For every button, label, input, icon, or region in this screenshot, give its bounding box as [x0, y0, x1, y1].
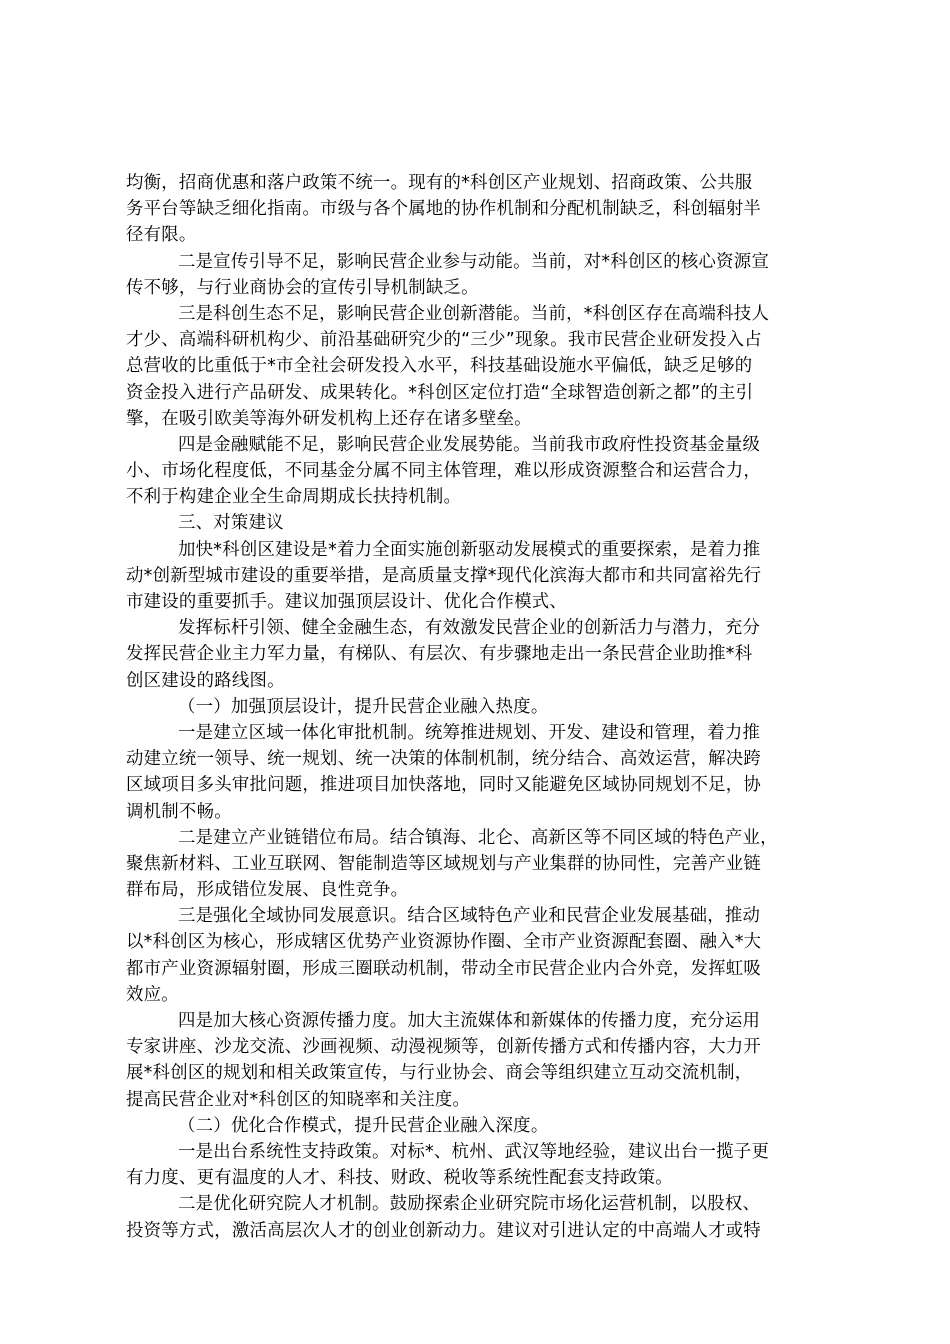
text-line: 资金投入进行产品研发、成果转化。*科创区定位打造“全球智造创新之都”的主引 [126, 382, 754, 403]
text-line: 务平台等缺乏细化指南。市级与各个属地的协作机制和分配机制缺乏，科创辐射半 [126, 199, 762, 220]
text-line: 三是科创生态不足，影响民营企业创新潜能。当前，*科创区存在高端科技人 [178, 303, 770, 324]
text-line: 发挥标杆引领、健全金融生态，有效激发民营企业的创新活力与潜力，充分 [178, 618, 761, 639]
text-line: 四是加大核心资源传播力度。加大主流媒体和新媒体的传播力度，充分运用 [178, 1011, 761, 1031]
text-line: 擎，在吸引欧美等海外研发机构上还存在诸多壁垒。 [126, 408, 532, 429]
text-line: 区域项目多头审批问题，推进项目加快落地，同时又能避免区域协同规划不足，协 [126, 775, 762, 796]
text-line: 三是强化全域协同发展意识。结合区域特色产业和民营企业发展基础，推动 [178, 906, 761, 927]
text-line: 展*科创区的规划和相关政策宣传，与行业协会、商会等组织建立互动交流机制， [126, 1063, 753, 1084]
text-line: 一是建立区域一体化审批机制。统筹推进规划、开发、建设和管理，着力推 [178, 722, 761, 743]
text-line: 径有限。 [126, 225, 197, 246]
text-line: 小、市场化程度低，不同基金分属不同主体管理，难以形成资源整合和运营合力， [126, 461, 762, 482]
text-line: 都市产业资源辐射圈，形成三圈联动机制，带动全市民营企业内合外竞，发挥虹吸 [126, 958, 762, 979]
text-line: （二）优化合作模式，提升民营企业融入深度。 [178, 1115, 549, 1136]
text-line: 群布局，形成错位发展、良性竞争。 [126, 880, 409, 901]
text-line: 不利于构建企业全生命周期成长扶持机制。 [126, 487, 462, 508]
text-line: 一是出台系统性支持政策。对标*、杭州、武汉等地经验，建议出台一揽子更 [178, 1141, 770, 1162]
text-line: 四是金融赋能不足，影响民营企业发展势能。当前我市政府性投资基金量级 [178, 434, 761, 455]
text-line: 创区建设的路线图。 [126, 670, 285, 691]
body-text [126, 170, 846, 1244]
text-line: 三、对策建议 [178, 513, 284, 534]
text-line: 总营收的比重低于*市全社会研发投入水平，科技基础设施水平偏低，缺乏足够的 [126, 356, 753, 377]
text-line: 聚焦新材料、工业互联网、智能制造等区域规划与产业集群的协同性，完善产业链 [126, 853, 762, 874]
text-line: 动*创新型城市建设的重要举措，是高质量支撑*现代化滨海大都市和共同富裕先行 [126, 565, 762, 586]
text-line: 市建设的重要抓手。建议加强顶层设计、优化合作模式、 [126, 592, 568, 612]
text-line: 调机制不畅。 [126, 801, 232, 822]
text-line: 以*科创区为核心，形成辖区优势产业资源协作圈、全市产业资源配套圈、融入*大 [126, 932, 762, 953]
text-line: （一）加强顶层设计，提升民营企业融入热度。 [178, 696, 549, 717]
text-line: 二是优化研究院人才机制。鼓励探索企业研究院市场化运营机制，以股权、 [178, 1194, 761, 1215]
text-line: 均衡，招商优惠和落户政策不统一。现有的*科创区产业规划、招商政策、公共服 [126, 173, 753, 193]
text-line: 才少、高端科研机构少、前沿基础研究少的“三少”现象。我市民营企业研发投入占 [126, 330, 762, 351]
text-line: 投资等方式，激活高层次人才的创业创新动力。建议对引进认定的中高端人才或特 [126, 1220, 762, 1241]
text-line: 发挥民营企业主力军力量，有梯队、有层次、有步骤地走出一条民营企业助推*科 [126, 644, 753, 665]
text-line: 有力度、更有温度的人才、科技、财政、税收等系统性配套支持政策。 [126, 1168, 673, 1189]
text-line: 动建立统一领导、统一规划、统一决策的体制机制，统分结合、高效运营，解决跨 [126, 749, 762, 770]
text-line: 二是宣传引导不足，影响民营企业参与动能。当前，对*科创区的核心资源宣 [178, 251, 770, 272]
text-line: 效应。 [126, 984, 179, 1005]
text-line: 二是建立产业链错位布局。结合镇海、北仑、高新区等不同区域的特色产业， [178, 827, 778, 848]
text-line: 专家讲座、沙龙交流、沙画视频、动漫视频等，创新传播方式和传播内容，大力开 [126, 1037, 762, 1058]
text-line: 提高民营企业对*科创区的知晓率和关注度。 [126, 1089, 471, 1110]
text-line: 传不够，与行业商协会的宣传引导机制缺乏。 [126, 277, 479, 298]
text-line: 加快*科创区建设是*着力全面实施创新驱动发展模式的重要探索，是着力推 [178, 539, 761, 560]
